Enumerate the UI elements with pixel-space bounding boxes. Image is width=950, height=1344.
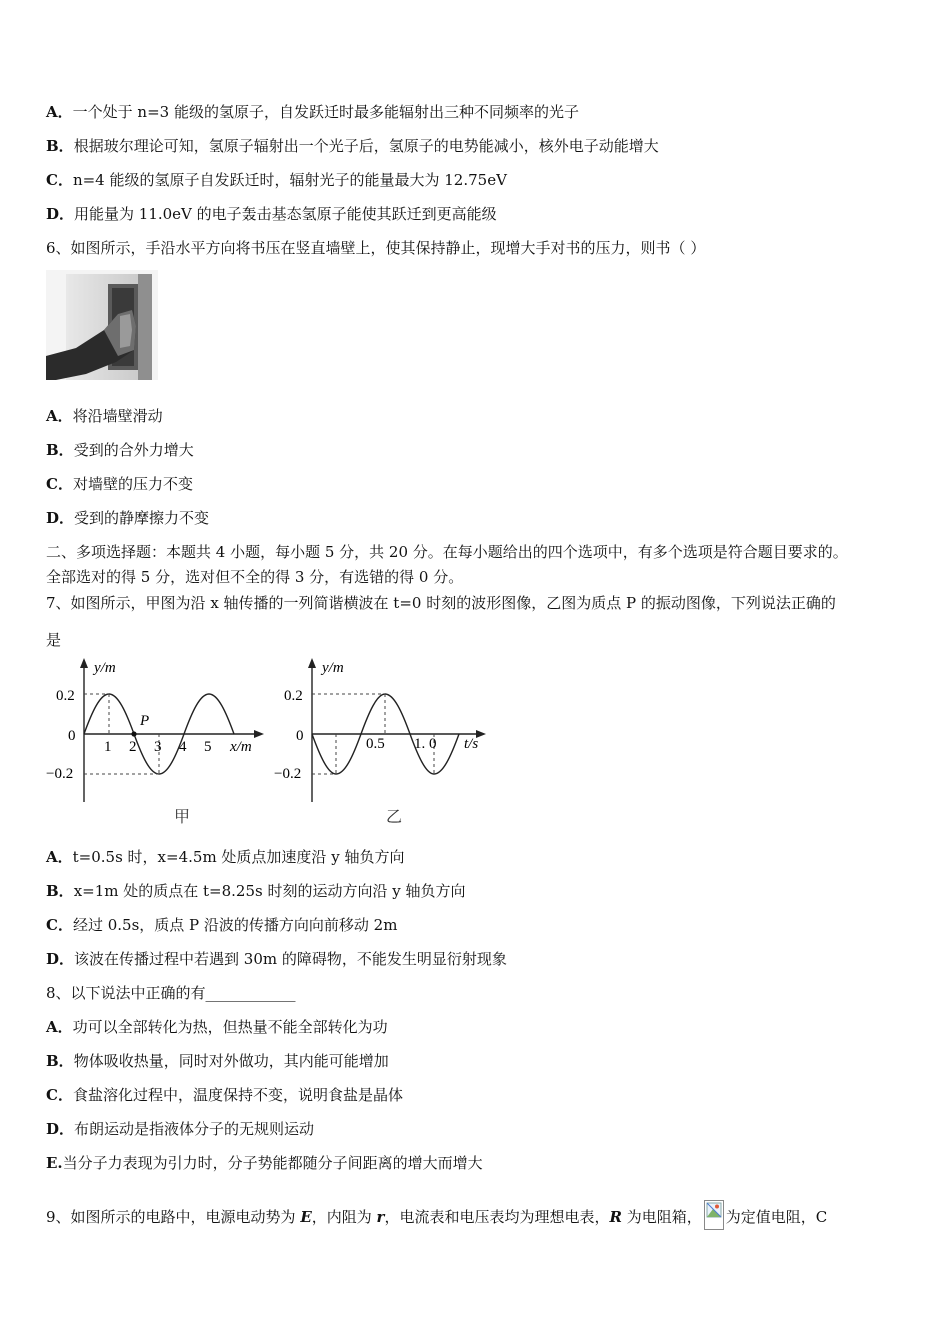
option-text: 一个处于 n=3 能级的氢原子，自发跃迁时最多能辐射出三种不同频率的光子 bbox=[72, 103, 579, 121]
section2-heading-line2: 全部选对的得 5 分，选对但不全的得 3 分，有选错的得 0 分。 bbox=[46, 568, 464, 586]
q6-stem: 6、如图所示，手沿水平方向将书压在竖直墙壁上，使其保持静止，现增大手对书的压力，则书（ ） bbox=[46, 239, 706, 257]
option-letter: C． bbox=[46, 1086, 73, 1104]
y-axis-label: y/m bbox=[322, 660, 344, 676]
x-tick-label: 1 bbox=[104, 739, 112, 755]
option-letter: A． bbox=[46, 103, 73, 121]
option-letter: B． bbox=[46, 882, 74, 900]
y-tick-label: 0.2 bbox=[284, 688, 303, 704]
q9-text: ，内阻为 bbox=[311, 1208, 377, 1226]
x-axis-arrow-icon bbox=[254, 730, 264, 738]
q8-option-d bbox=[46, 1119, 314, 1139]
q7-option-a bbox=[46, 847, 404, 867]
option-letter: A． bbox=[46, 407, 73, 425]
q5-option-d bbox=[46, 204, 497, 224]
option-letter: D． bbox=[46, 205, 75, 223]
option-text: 当分子力表现为引力时，分子势能都随分子间距离的增大而增大 bbox=[62, 1154, 483, 1172]
q7-stem-line1: 7、如图所示，甲图为沿 x 轴传播的一列简谐横波在 t=0 时刻的波形图像，乙图为质点 P 的振动图像，下列说法正确的 bbox=[46, 594, 836, 612]
q7-figure-jia bbox=[40, 654, 272, 829]
option-letter: A． bbox=[46, 1018, 73, 1036]
q6-option-c bbox=[46, 474, 193, 494]
q7-figure-yi bbox=[272, 654, 494, 829]
y-axis-arrow-icon bbox=[80, 658, 88, 668]
y-tick-label: 0.2 bbox=[56, 688, 75, 704]
option-letter: B． bbox=[46, 1052, 74, 1070]
wave-graph-jia bbox=[40, 654, 272, 829]
x-axis-label: x/m bbox=[230, 739, 252, 755]
q6-option-a bbox=[46, 406, 163, 426]
option-text: x=1m 处的质点在 t=8.25s 时刻的运动方向沿 y 轴负方向 bbox=[73, 882, 466, 900]
option-letter: C． bbox=[46, 171, 73, 189]
option-text: 对墙壁的压力不变 bbox=[72, 475, 193, 493]
q6-option-d bbox=[46, 508, 209, 528]
x-tick-label: 2 bbox=[129, 739, 137, 755]
option-text: 该波在传播过程中若遇到 30m 的障碍物，不能发生明显衍射现象 bbox=[74, 950, 507, 968]
option-letter: D． bbox=[46, 509, 75, 527]
q9-text: 为定值电阻，C bbox=[725, 1208, 828, 1226]
option-letter: B． bbox=[46, 441, 74, 459]
point-p-marker bbox=[131, 731, 136, 736]
x-tick-label: 5 bbox=[204, 739, 212, 755]
option-letter: A． bbox=[46, 848, 73, 866]
x-tick-label: 3 bbox=[154, 739, 162, 755]
option-letter: B． bbox=[46, 137, 74, 155]
option-text: 根据玻尔理论可知，氢原子辐射出一个光子后，氢原子的电势能减小，核外电子动能增大 bbox=[73, 137, 659, 155]
q5-option-b bbox=[46, 136, 659, 156]
hand-book-illustration bbox=[46, 270, 158, 388]
option-text: n=4 能级的氢原子自发跃迁时，辐射光子的能量最大为 12.75eV bbox=[72, 171, 507, 189]
option-letter: C． bbox=[46, 475, 73, 493]
q7-option-c bbox=[46, 915, 397, 935]
q8-stem: 8、以下说法中正确的有____________ bbox=[46, 984, 296, 1002]
option-letter: E. bbox=[46, 1154, 63, 1172]
q9-symbol-R: R bbox=[609, 1208, 622, 1226]
q6-hand-book-photo bbox=[46, 270, 158, 388]
q7-stem-line2: 是 bbox=[46, 631, 62, 649]
q8-option-b bbox=[46, 1051, 389, 1071]
option-text: 受到的静摩擦力不变 bbox=[74, 509, 210, 527]
q8-option-e bbox=[46, 1153, 483, 1173]
y-tick-label: −0.2 bbox=[274, 766, 302, 782]
q9-text: ，电流表和电压表均为理想电表， bbox=[384, 1208, 610, 1226]
figure-caption: 乙 bbox=[386, 809, 403, 826]
option-text: 用能量为 11.0eV 的电子轰击基态氢原子能使其跃迁到更高能级 bbox=[74, 205, 497, 223]
option-text: 物体吸收热量，同时对外做功，其内能可能增加 bbox=[73, 1052, 389, 1070]
q7-option-d bbox=[46, 949, 507, 969]
q8-option-a bbox=[46, 1017, 388, 1037]
q9-stem bbox=[46, 1200, 827, 1230]
q8-option-c bbox=[46, 1085, 403, 1105]
option-text: 功可以全部转化为热，但热量不能全部转化为功 bbox=[72, 1018, 388, 1036]
q9-symbol-r: r bbox=[376, 1208, 385, 1226]
option-text: 受到的合外力增大 bbox=[73, 441, 194, 459]
q5-option-c bbox=[46, 170, 507, 190]
option-text: t=0.5s 时，x=4.5m 处质点加速度沿 y 轴负方向 bbox=[72, 848, 405, 866]
x-axis-label: t/s bbox=[464, 736, 479, 752]
option-letter: D． bbox=[46, 1120, 75, 1138]
y-tick-label: 0 bbox=[68, 728, 76, 744]
x-tick-label: 0.5 bbox=[366, 736, 385, 752]
section2-heading-line1: 二、多项选择题：本题共 4 小题，每小题 5 分，共 20 分。在每小题给出的四个选项中，有多个选项是符合题目要求的。 bbox=[46, 543, 848, 561]
q5-option-a bbox=[46, 102, 579, 122]
figure-caption: 甲 bbox=[174, 809, 191, 826]
option-text: 布朗运动是指液体分子的无规则运动 bbox=[74, 1120, 315, 1138]
point-p-label: P bbox=[140, 713, 150, 729]
x-tick-label: 4 bbox=[179, 739, 187, 755]
y-tick-label: −0.2 bbox=[46, 766, 74, 782]
q9-symbol-e: E bbox=[300, 1208, 312, 1226]
y-axis-label: y/m bbox=[94, 660, 116, 676]
q9-text: 9、如图所示的电路中，电源电动势为 bbox=[46, 1208, 301, 1226]
broken-image-icon bbox=[704, 1200, 724, 1230]
option-letter: D． bbox=[46, 950, 75, 968]
q7-option-b bbox=[46, 881, 466, 901]
y-tick-label: 0 bbox=[296, 728, 304, 744]
option-text: 将沿墙壁滑动 bbox=[72, 407, 163, 425]
y-axis-arrow-icon bbox=[308, 658, 316, 668]
option-text: 食盐溶化过程中，温度保持不变，说明食盐是晶体 bbox=[72, 1086, 403, 1104]
q6-option-b bbox=[46, 440, 194, 460]
option-text: 经过 0.5s，质点 P 沿波的传播方向向前移动 2m bbox=[72, 916, 398, 934]
q9-text: 为电阻箱， bbox=[621, 1208, 702, 1226]
option-letter: C． bbox=[46, 916, 73, 934]
vibration-graph-yi bbox=[272, 654, 494, 829]
x-tick-label: 1. 0 bbox=[414, 736, 437, 752]
